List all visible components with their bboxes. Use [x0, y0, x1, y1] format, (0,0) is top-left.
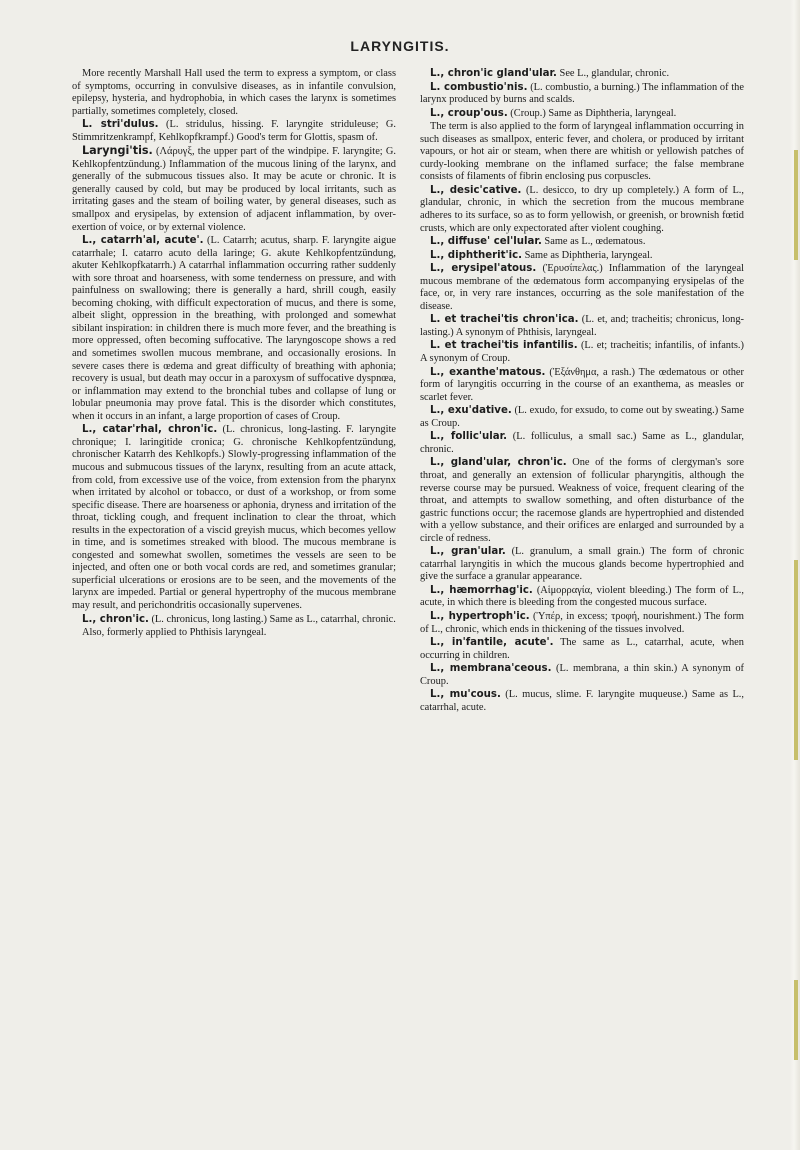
entry-headword: L., mu'cous.: [430, 689, 501, 701]
entry-headword: L., in'fantile, acute'.: [430, 637, 554, 649]
entry-paragraph: [420, 121, 744, 184]
entry-definition: (L. membrana, a thin skin.) A synonym of Croup.: [420, 663, 744, 687]
entry-definition: (L. desicco, to dry up completely.) A form of L., glandular, chronic, in which the secretion from the mucous membrane adheres to its surface, so as to form yellowish, or greenish, or brownish fœtid crusts, which are only expectorated after violent coughing.: [420, 184, 745, 234]
entry-headword: L., follic'ular.: [430, 431, 508, 443]
dictionary-entry: [420, 340, 744, 365]
entry-definition: The term is also applied to the form of laryngeal inflammation occurring in such diseases as smallpox, enteric fever, and cholera, or produced by irritant vapours, or hot air or steam, when there are whitish or yellowish patches of curdy-looking membrane on the inflamed surface; the false membrane consists of filaments of fibrin enclosing pus corpuscles.: [420, 121, 744, 183]
entry-definition: More recently Marshall Hall used the term to express a symptom, or class of symptoms, occurring in convulsive diseases, as in infantile convulsion, epilepsy, hysteria, and hydrophobia, in which cases the larynx is sometimes partially, sometimes completely, closed.: [72, 68, 396, 117]
dictionary-entry: [420, 546, 744, 584]
entry-headword: L., membrana'ceous.: [430, 663, 552, 675]
left-column: [72, 68, 396, 641]
entry-headword: L., desic'cative.: [430, 184, 522, 196]
dictionary-entry: [420, 405, 744, 430]
entry-definition: (Ἐρυσίπελας.) Inflammation of the laryngeal mucous membrane of the œdematous form accompanying erysipelas of the face, or, in very rare instances, occurring as the sole manifestation of the disease.: [420, 263, 744, 312]
entry-headword: L., chron'ic.: [82, 613, 149, 625]
entry-definition: (L. mucus, slime. F. laryngite muqueuse.) Same as L., catarrhal, acute.: [420, 689, 744, 713]
entry-definition: Same as Diphtheria, laryngeal.: [522, 249, 653, 261]
dictionary-entry: [420, 82, 744, 107]
dictionary-entry: [420, 367, 744, 405]
entry-definition: Also, formerly applied to Phthisis laryngeal.: [82, 627, 267, 639]
dictionary-entry: [72, 424, 396, 612]
entry-paragraph: [72, 627, 396, 640]
entry-definition: (Ἐξάνθημα, a rash.) The œdematous or other form of laryngitis occurring in the course of an exanthema, as measles or scarlet fever.: [420, 366, 744, 403]
entry-headword: L., exanthe'matous.: [430, 366, 546, 378]
entry-headword: L., diffuse' cel'lular.: [430, 236, 542, 248]
entry-headword: L., catar'rhal, chron'ic.: [82, 424, 218, 436]
entry-headword: L., gland'ular, chron'ic.: [430, 457, 567, 469]
entry-definition: (L. exudo, for exsudo, to come out by sweating.) Same as Croup.: [420, 405, 744, 429]
entry-headword: L. et trachei'tis chron'ica.: [430, 314, 579, 326]
entry-definition: The same as L., catarrhal, acute, when occurring in children.: [420, 637, 744, 661]
entry-definition: (Λάρυγξ, the upper part of the windpipe. F. laryngite; G. Kehlkopfentzündung.) Inflammation of the mucous lining of the larynx, and generally of the submucous tissues also. It may be acute or chronic. It is generally caused by cold, but may be produced by local irritants, such as irritating gases and the steam of boiling water, by general diseases, such as smallpox and erysipelas, by extension of adjacent inflammation, by over-exertion of voice, or by external violence.: [72, 146, 396, 233]
entry-headword: L., hypertroph'ic.: [430, 610, 530, 622]
entry-headword: L., erysipel'atous.: [430, 263, 537, 275]
dictionary-entry: [72, 119, 396, 144]
edge-stain: [794, 560, 798, 760]
entry-definition: One of the forms of clergyman's sore throat, and generally an extension of follicular pharyngitis, although the reverse course may be pursued. Weakness of voice, frequent clearing of the throat, and attempts to swallow something, and often disturbance of the gastric functions occur; the racemose glands are hypertrophied and distended with a yellow substance, and their orifices are enlarged and surrounded by a circle of redness.: [420, 457, 744, 544]
dictionary-entry: [420, 637, 744, 662]
entry-definition: Same as L., œdematous.: [541, 236, 646, 248]
dictionary-entry: [420, 585, 744, 610]
entry-definition: (L. et, and; tracheitis; chronicus, long-lasting.) A synonym of Phthisis, laryngeal.: [420, 314, 745, 338]
entry-definition: (L. granulum, a small grain.) The form of chronic catarrhal laryngitis in which the mucous glands become hypertrophied and give the surface a granular appearance.: [420, 546, 745, 583]
entry-definition: (L. combustio, a burning.) The inflammation of the larynx produced by burns and scalds.: [420, 81, 744, 106]
entry-definition: (Αἱμορραγία, violent bleeding.) The form of L., acute, in which there is bleeding from the congested mucous surface.: [420, 584, 745, 609]
entry-headword: L., diphtherit'ic.: [430, 249, 523, 261]
dictionary-entry: [420, 108, 744, 121]
right-column: [420, 68, 744, 715]
entry-headword: L. combustio'nis.: [430, 81, 528, 93]
dictionary-entry: [420, 68, 744, 81]
dictionary-entry: [420, 431, 744, 456]
entry-headword: L., exu'dative.: [430, 405, 512, 417]
entry-headword: L., chron'ic gland'ular.: [430, 68, 557, 79]
dictionary-entry: [420, 457, 744, 545]
edge-stain: [794, 980, 798, 1060]
edge-stain: [794, 150, 798, 260]
dictionary-entry: [72, 235, 396, 423]
dictionary-entry: [72, 614, 396, 627]
entry-paragraph: [72, 68, 396, 118]
entry-definition: (L. Catarrh; acutus, sharp. F. laryngite aigue catarrhale; I. catarro acuto della laringe; G. akute Kehlkopfentzündung, akuter Kehlkopfkatarrh.) A catarrhal inflammation occurring rather suddenly with sore throat and hoarseness, with some tenderness on pressure, and with painfulness on swallowing; there is generally a hard, shrill cough, easily becoming choking, with difficult expectoration of mucus, and there is some, albeit slight, oppression in the breathing, with prolonged and somewhat sibilant inspiration: in children there is much more fever, and the breathing is more oppressed, often becoming suffocative. The laryngoscope shows a red and sometimes swollen mucous membrane, and occasionally erosions. In severe cases there is œdema and great difficulty of breathing with aphonia; recovery is usual, but death may occur in a paroxysm of suffocative dyspnœa, or inflammation may extend to the bronchial tubes and collapse of lung or lobular pneumonia may prove fatal. This is the disorder which constitutes, when it occurs in an infant, a large proportion of cases of Croup.: [72, 235, 396, 422]
entry-definition: (Croup.) Same as Diphtheria, laryngeal.: [507, 107, 677, 119]
dictionary-entry: [420, 236, 744, 249]
entry-headword: L., hæmorrhag'ic.: [430, 584, 533, 596]
entry-definition: (Ὑπέρ, in excess; τροφή, nourishment.) The form of L., chronic, which ends in thickening of the tissues involved.: [420, 610, 745, 635]
dictionary-entry: [420, 689, 744, 714]
entry-definition: (L. stridulus, hissing. F. laryngite striduleuse; G. Stimmritzenkrampf, Kehlkopfkrampf.) Good's term for Glottis, spasm of.: [72, 119, 397, 143]
dictionary-entry: [420, 314, 744, 339]
entry-headword: L. stri'dulus.: [82, 119, 159, 131]
dictionary-entry: [72, 145, 396, 234]
entry-headword: L., catarrh'al, acute'.: [82, 235, 204, 247]
entry-definition: (L. et; tracheitis; infantilis, of infants.) A synonym of Croup.: [420, 340, 744, 365]
entry-definition: (L. chronicus, long-lasting. F. laryngite chronique; I. laringitide cronica; G. chronische Kehlkopfentzündung, chronischer Katarrh des Kehlkopfs.) Slowly-progressing inflammation of the mucous and submucous tissues of the larynx, resulting from an acute attack, from cold, from excessive use of the voice, from extension from the pharynx when irritated by alcohol or tobacco, or dust of a workshop, or from some specific disease. There are hoarseness or aphonia, dryness and irritation of the throat, tickling cough, and frequent inclination to clear the throat, which results in the expectoration of a viscid greyish mucus, which becomes yellow in time, and is sometimes streaked with blood. The mucous membrane is congested and somewhat swollen, sometimes the vessels are seen to be injected, and often one or both vocal cords are red, and sometimes granular; superficial ulcerations or erosions are to be seen, and the movements of the larynx are impeded. Partial or general hypertrophy of the mucous membrane may result, and perichondritis occasionally supervenes.: [72, 424, 396, 611]
running-head: LARYNGITIS.: [350, 38, 450, 54]
dictionary-entry: [420, 263, 744, 313]
dictionary-entry: [420, 250, 744, 263]
dictionary-entry: [420, 611, 744, 636]
entry-headword: L., croup'ous.: [430, 107, 508, 119]
entry-definition: See L., glandular, chronic.: [556, 68, 670, 79]
entry-definition: (L. folliculus, a small sac.) Same as L., glandular, chronic.: [420, 431, 744, 455]
entry-headword: L. et trachei'tis infantilis.: [430, 340, 578, 352]
dictionary-entry: [420, 663, 744, 688]
entry-headword: Laryngi'tis.: [82, 144, 153, 158]
entry-definition: (L. chronicus, long lasting.) Same as L., catarrhal, chronic.: [148, 613, 396, 625]
dictionary-entry: [420, 185, 744, 235]
entry-headword: L., gran'ular.: [430, 546, 506, 558]
